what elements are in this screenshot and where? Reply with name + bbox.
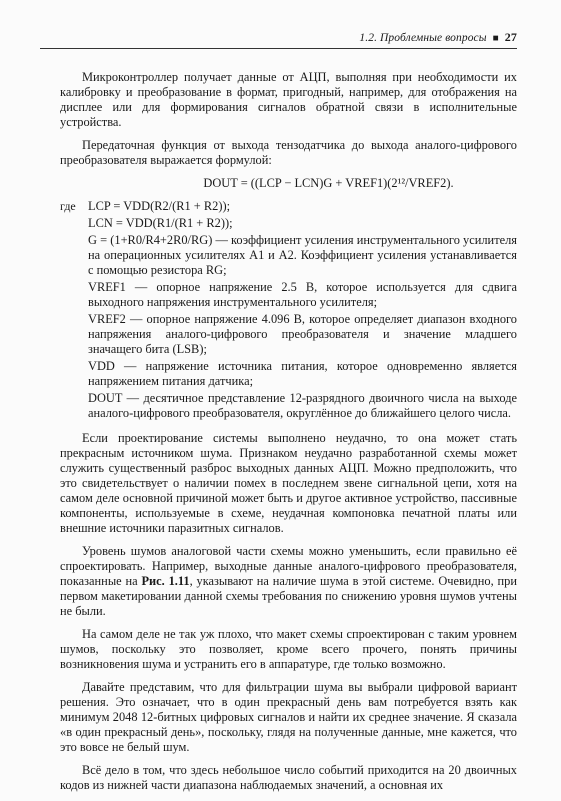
paragraph-6: Давайте представим, что для фильтрации шума вы выбрали цифровой вариант решения. Это означает, что в один прекрасный день вам потребуется взять как минимум 2048 12-битных цифровых сигналов и найти их среднее значение. Я сказала «в один прекрасный день», поскольку, глядя на полученные данные, мне кажется, что это вовсе не белый шум. — [60, 680, 517, 754]
paragraph-3: Если проектирование системы выполнено неудачно, то она может стать прекрасным источником шума. Признаком неудачно разработанной схемы может служить существенный разброс выходных данных АЦП. Можно предположить, что это свидетельствует о наличии помех в последнем звене сигнальной цепи, хотя на самом деле основной причиной может быть и другое активное устройство, пассивные компоненты, используемые в схеме, неудачная компоновка печатной платы или внешние источники паразитных сигналов. — [60, 431, 517, 535]
page-number: 27 — [504, 30, 517, 44]
paragraph-4: Уровень шумов аналоговой части схемы можно уменьшить, если правильно её спроектировать. Например, выходные данные аналого-цифрового преобразователя, показанные на Рис. 1.11, указывают на наличие шума в этой системе. Очевидно, при первом макетировании данной схемы требования по снижению уровня шумов учтены не были. — [60, 544, 518, 618]
definition-item: VREF1 — опорное напряжение 2.5 В, которое используется для сдвига выходного напряжения инструментального усилителя; — [88, 280, 517, 309]
definition-item: LCN = VDD(R1/(R1 + R2)); — [88, 216, 233, 230]
definition-item: G = (1+R0/R4+2R0/RG) — коэффициент усиления инструментального усилителя на операционных усилителях A1 и A2. Коэффициент усиления устанавливается с помощью резистора RG; — [88, 233, 517, 277]
header-marker: ■ — [492, 33, 499, 44]
paragraph-5: На самом деле не так уж плохо, что макет схемы спроектирован с таким уровнем шумов, поскольку это позволяет, кроме всего прочего, понять причины возникновения шума и устранить его в аппаратуре, где только возможно. — [60, 627, 517, 671]
definition-item: где LCP = VDD(R2/(R1 + R2)); — [60, 199, 231, 213]
paragraph-2: Передаточная функция от выхода тензодатчика до выхода аналого-цифрового преобразователя выражается формулой: — [60, 138, 517, 167]
figure-reference: Рис. 1.11 — [141, 574, 190, 588]
definitions-list — [60, 199, 517, 421]
definition-item: VDD — напряжение источника питания, которое одновременно является напряжением питания датчика; — [88, 359, 517, 388]
body-text — [60, 70, 517, 801]
running-header — [40, 30, 517, 49]
where-label: где — [60, 199, 76, 213]
definition-item: DOUT — десятичное представление 12-разрядного двоичного числа на выходе аналого-цифрового преобразователя, округлённое до ближайшего целого числа. — [88, 391, 517, 420]
header-section: 1.2. Проблемные вопросы — [359, 32, 487, 44]
definition-item: VREF2 — опорное напряжение 4.096 В, которое определяет диапазон входного напряжения аналого-цифрового преобразователя и значение младшего значащего бита (LSB); — [88, 312, 517, 356]
paragraph-7: Всё дело в том, что здесь небольшое число событий приходится на 20 двоичных кодов из нижней части диапазона наблюдаемых значений, а основная их — [60, 763, 517, 792]
header-text — [359, 30, 517, 45]
paragraph-1: Микроконтроллер получает данные от АЦП, выполняя при необходимости их калибровку и преобразование в формат, пригодный, например, для отображения на дисплее или для формирования сигналов обратной связи в исполнительные устройства. — [60, 70, 517, 129]
transfer-formula: DOUT = ((LCP − LCN)G + VREF1)(2¹²/VREF2). — [203, 176, 454, 190]
